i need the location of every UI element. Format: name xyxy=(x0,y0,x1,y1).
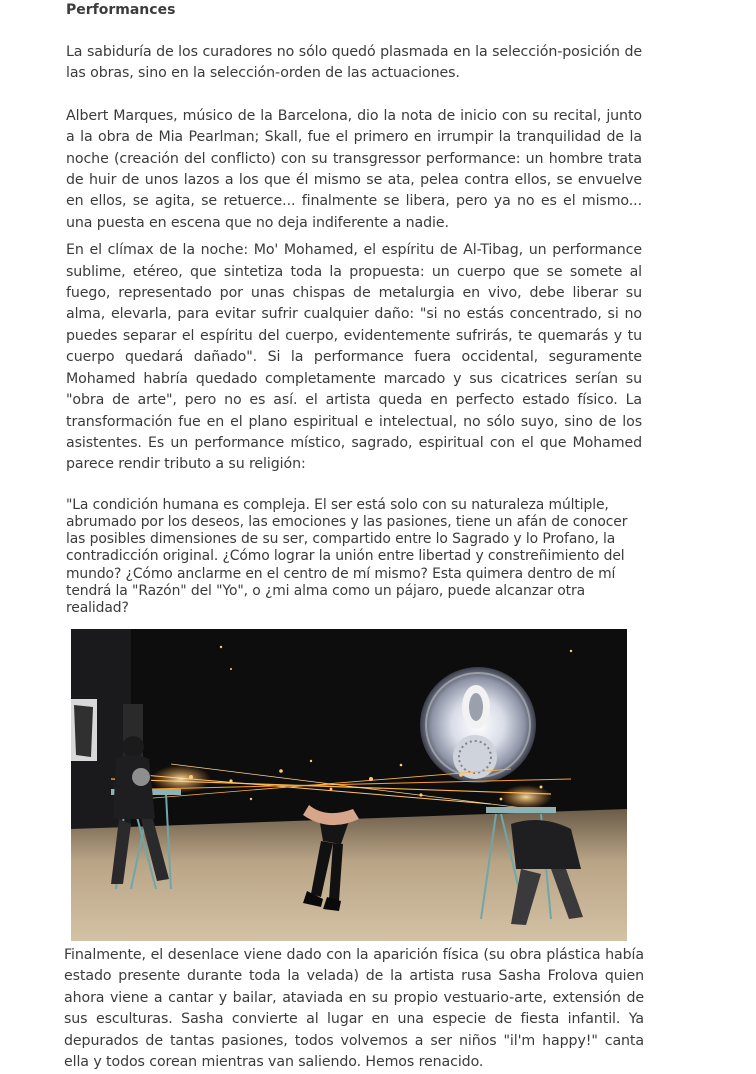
paragraph-mohamed: En el clímax de la noche: Mo' Mohamed, el espíritu de Al-Tibag, un performance sublime, etéreo, que sintetiza toda la propuesta: un cuerpo que se somete al fuego, representado por unas chispas de metalurgia en vivo, debe liberar su alma, elevarla, para evitar sufrir cualquier daño: "si no estás concentrado, si no puedes separar el espíritu del cuerpo, evidentemente sufrirás, te quemarás y tu cuerpo quedará dañado". Si la performance fuera occidental, seguramente Mohamed habría quedado completamente marcado y sus cicatrices serían su "obra de arte", pero no es así. el artista queda en perfecto estado físico. La transformación fue en el plano espiritual e intelectual, no sólo suyo, sino de los asistentes. Es un performance místico, sagrado, espiritual con el que Mohamed parece rendir tributo a su religión: xyxy=(66,242,642,473)
paragraph-albert-skall: Albert Marques, músico de la Barcelona, dio la nota de inicio con su recital, junto a la obra de Mia Pearlman; Skall, fue el primero en irrumpir la tranquilidad de la noche (creación del conflicto) con su transgressor performance: un hombre trata de huir de unos lazos a los que él mismo se ata, pelea contra ellos, se envuelve en ellos, se agita, se retuerce... finalmente se libera, pero ya no es el mismo... una puesta en escena que no deja indiferente a nadie. xyxy=(66,107,642,231)
section-title: Performances xyxy=(66,2,176,18)
paragraph-intro: La sabiduría de los curadores no sólo quedó plasmada en la selección-posición de las obras, sino en la selección-orden de las actuaciones. xyxy=(66,44,642,82)
paragraph-closing: Finalmente, el desenlace viene dado con la aparición física (su obra plástica había estado presente durante toda la velada) de la artista rusa Sasha Frolova quien ahora viene a cantar y bailar, ataviada en su propio vestuario-arte, extensión de sus esculturas. Sasha convierte al lugar en una especie de fiesta infantil. Ya depurados de tantas pasiones, todos volvemos a ser niños "il'm happy!" canta ella y todos corean mientras van saliendo. Hemos renacido. xyxy=(64,947,644,1071)
quote-block: "La condición humana es compleja. El ser está solo con su naturaleza múltiple, abrumado por los deseos, las emociones y las pasiones, tiene un afán de conocer las posibles dimensiones de su ser, compartido entre lo Sagrado y lo Profano, la contradicción original. ¿Cómo lograr la unión entre libertad y constreñimiento del mundo? ¿Cómo anclarme en el centro de mí mismo? Esta quimera dentro de mí tendrá la "Razón" del "Yo", o ¿mi alma como un pájaro, puede alcanzar otra realidad? xyxy=(66,496,628,616)
article xyxy=(66,0,642,617)
performance-photo-illustration xyxy=(71,629,627,941)
performance-photo xyxy=(71,629,627,941)
